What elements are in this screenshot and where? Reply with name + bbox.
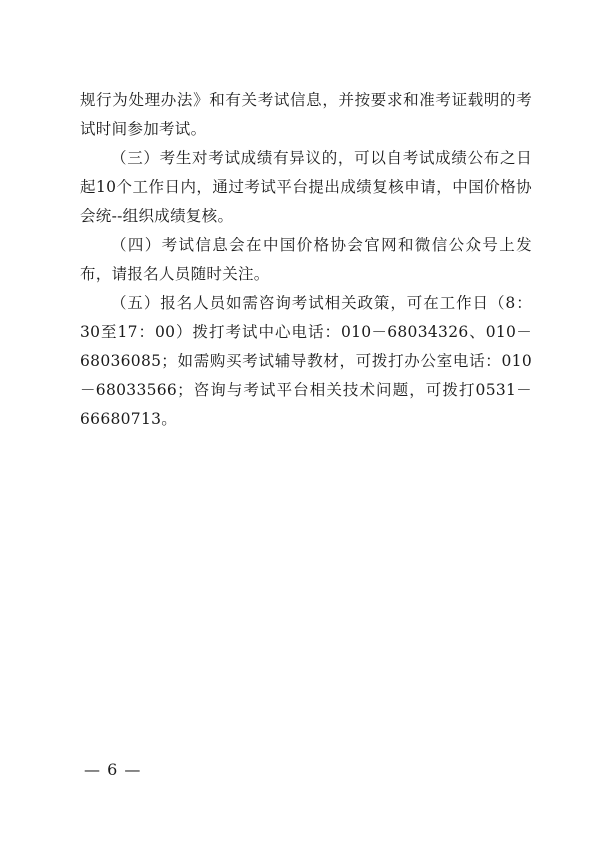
paragraph-information-release: （四）考试信息会在中国价格协会官网和微信公众号上发布，请报名人员随时关注。 xyxy=(80,236,532,283)
paragraph-contact-information: （五）报名人员如需咨询考试相关政策，可在工作日（8：30至17：00）拨打考试中心电话：010－68034326、010－68036085；如需购买考试辅导教材，可拨打办公室电话：010－68033566；咨询与考试平台相关技术问题，可拨打0531－66680713。 xyxy=(80,294,532,428)
paragraph-score-review: （三）考生对考试成绩有异议的，可以自考试成绩公布之日起10个工作日内，通过考试平台提出成绩复核申请，中国价格协会统--组织成绩复核。 xyxy=(80,149,532,225)
document-body xyxy=(80,86,532,434)
page-number: — 6 — xyxy=(84,760,142,779)
paragraph-exam-rules-continuation: 规行为处理办法》和有关考试信息，并按要求和准考证载明的考试时间参加考试。 xyxy=(80,91,532,138)
